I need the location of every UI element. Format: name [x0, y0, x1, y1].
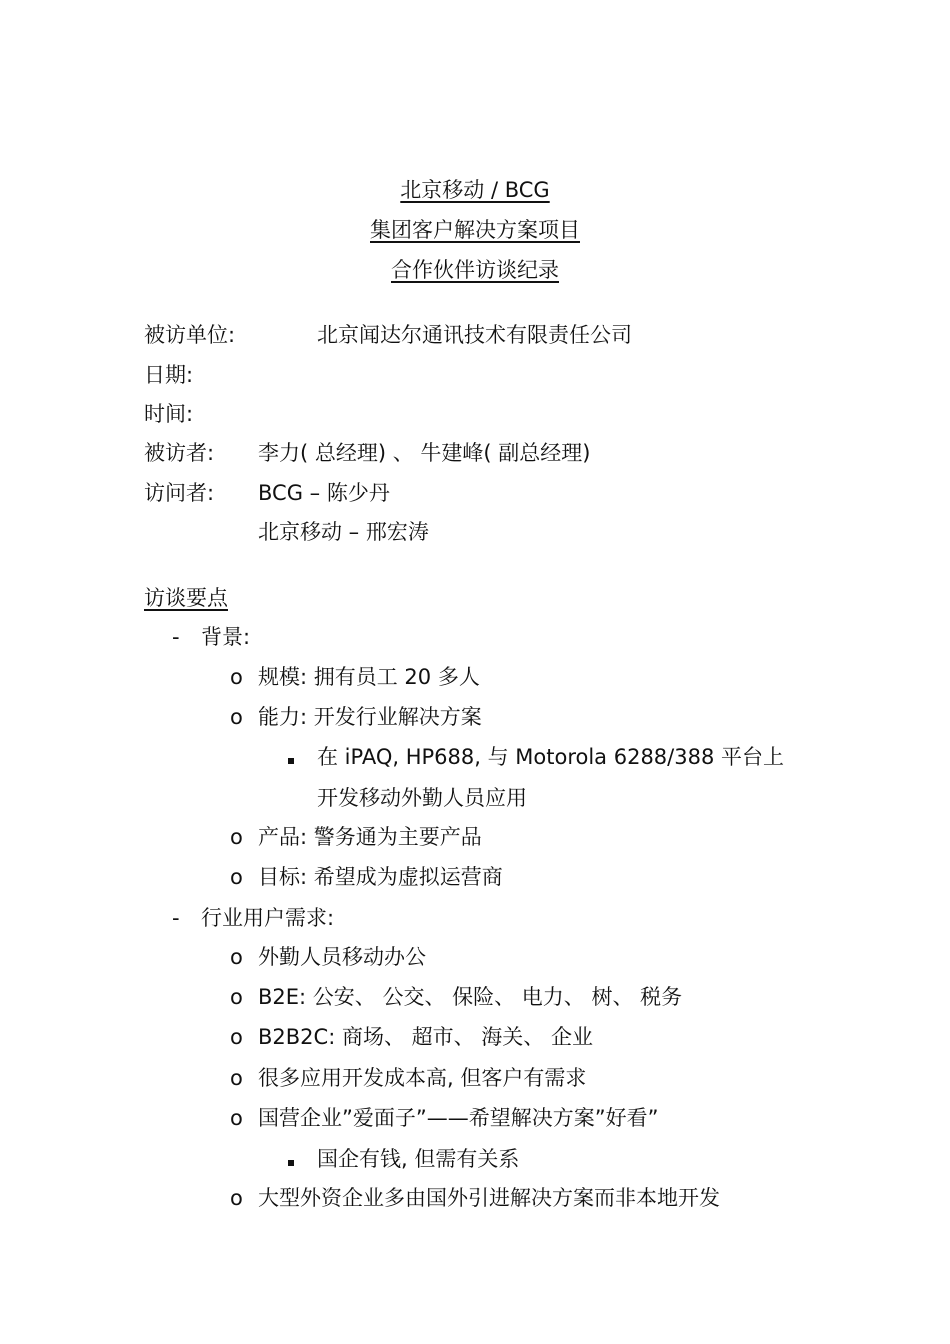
interviewee-label: 被访者: [144, 441, 215, 465]
interviewer-2: 北京移动 – 邢宏涛 [258, 520, 429, 544]
square-bullet-icon [288, 742, 294, 772]
title-line-2: 集团客户解决方案项目 [370, 218, 580, 242]
circle-marker: o [230, 825, 243, 849]
sub-list-item-continued: 开发移动外勤人员应用 [317, 786, 527, 810]
date-label: 日期: [144, 363, 194, 387]
circle-marker: o [230, 1186, 243, 1210]
list-item: 规模: 拥有员工 20 多人 [258, 665, 480, 689]
list-item: B2E: 公安、 公交、 保险、 电力、 树、 税务 [258, 985, 683, 1009]
needs-label: 行业用户需求: [201, 906, 335, 930]
square-bullet-icon [288, 1144, 294, 1174]
org-value: 北京闻达尔通讯技术有限责任公司 [317, 323, 632, 347]
org-label: 被访单位: [144, 323, 236, 347]
dash-marker: - [172, 625, 180, 649]
list-item: 目标: 希望成为虚拟运营商 [258, 865, 503, 889]
background-label: 背景: [201, 625, 251, 649]
sub-list-item: 国企有钱, 但需有关系 [317, 1147, 520, 1171]
circle-marker: o [230, 665, 243, 689]
title-line-3: 合作伙伴访谈纪录 [391, 258, 559, 282]
circle-marker: o [230, 1066, 243, 1090]
interviewee-value: 李力( 总经理) 、 牛建峰( 副总经理) [258, 441, 591, 465]
circle-marker: o [230, 865, 243, 889]
list-item: 国营企业”爱面子”——希望解决方案”好看” [258, 1106, 659, 1130]
interviewer-label: 访问者: [144, 481, 215, 505]
circle-marker: o [230, 705, 243, 729]
circle-marker: o [230, 1106, 243, 1130]
circle-marker: o [230, 945, 243, 969]
list-item: 能力: 开发行业解决方案 [258, 705, 482, 729]
dash-marker: - [172, 906, 180, 930]
interviewer-1: BCG – 陈少丹 [258, 481, 390, 505]
time-label: 时间: [144, 402, 194, 426]
title-line-1: 北京移动 / BCG [400, 178, 550, 202]
list-item: B2B2C: 商场、 超市、 海关、 企业 [258, 1025, 593, 1049]
list-item: 大型外资企业多由国外引进解决方案而非本地开发 [258, 1186, 720, 1210]
list-item: 很多应用开发成本高, 但客户有需求 [258, 1066, 587, 1090]
circle-marker: o [230, 985, 243, 1009]
circle-marker: o [230, 1025, 243, 1049]
section-title: 访谈要点 [144, 586, 228, 610]
sub-list-item: 在 iPAQ, HP688, 与 Motorola 6288/388 平台上 [317, 745, 784, 769]
list-item: 外勤人员移动办公 [258, 945, 426, 969]
list-item: 产品: 警务通为主要产品 [258, 825, 482, 849]
